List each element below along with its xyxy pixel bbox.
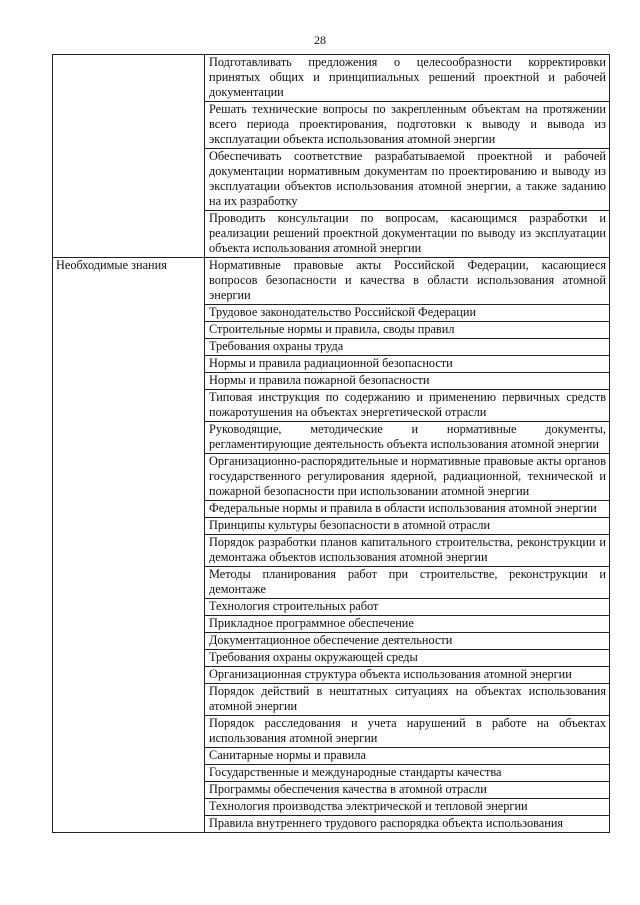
knowledge-cell: Порядок действий в нештатных ситуациях на объектах использования атомной энергии [205,684,610,716]
empty-label-cell [53,55,205,258]
knowledge-cell: Методы планирования работ при строительстве, реконструкции и демонтаже [205,567,610,599]
knowledge-cell: Типовая инструкция по содержанию и применению первичных средств пожаротушения на объектах энергетической отрасли [205,390,610,422]
knowledge-cell: Правила внутреннего трудового распорядка объекта использования [205,816,610,833]
knowledge-cell: Технология производства электрической и тепловой энергии [205,799,610,816]
knowledge-cell: Программы обеспечения качества в атомной отрасли [205,782,610,799]
knowledge-cell: Руководящие, методические и нормативные документы, регламентирующие деятельность объекта использования атомной энергии [205,422,610,454]
skill-cell: Проводить консультации по вопросам, касающимся разработки и реализации решений проектной документации по выводу из эксплуатации объекта использования атомной энергии [205,211,610,258]
knowledge-cell: Документационное обеспечение деятельности [205,633,610,650]
knowledge-cell: Требования охраны окружающей среды [205,650,610,667]
knowledge-cell: Организационно-распорядительные и нормативные правовые акты органов государственного регулирования ядерной, радиационной, технической и пожарной безопасности при использовании атомной энергии [205,454,610,501]
skill-cell: Подготавливать предложения о целесообразности корректировки принятых общих и принципиальных решений проектной и рабочей документации [205,55,610,102]
table-row [53,258,610,305]
knowledge-cell: Нормы и правила пожарной безопасности [205,373,610,390]
knowledge-cell: Порядок расследования и учета нарушений в работе на объектах использования атомной энергии [205,716,610,748]
page-number: 28 [314,33,326,47]
knowledge-cell: Санитарные нормы и правила [205,748,610,765]
skill-cell: Решать технические вопросы по закрепленным объектам на протяжении всего периода проектирования, подготовки к выводу и вывода из эксплуатации объекта использования атомной энергии [205,102,610,149]
knowledge-label: Необходимые знания [53,258,205,833]
skill-cell: Обеспечивать соответствие разрабатываемой проектной и рабочей документации нормативным документам по проектированию и выводу из эксплуатации объектов использования атомной энергии, а также заданию на их разработку [205,149,610,211]
requirements-table [52,54,610,833]
knowledge-cell: Трудовое законодательство Российской Федерации [205,305,610,322]
knowledge-cell: Технология строительных работ [205,599,610,616]
knowledge-cell: Государственные и международные стандарты качества [205,765,610,782]
knowledge-cell: Организационная структура объекта использования атомной энергии [205,667,610,684]
table-row [53,55,610,102]
knowledge-cell: Принципы культуры безопасности в атомной отрасли [205,518,610,535]
knowledge-cell: Прикладное программное обеспечение [205,616,610,633]
knowledge-cell: Нормативные правовые акты Российской Федерации, касающиеся вопросов безопасности и качества в области использования атомной энергии [205,258,610,305]
knowledge-cell: Требования охраны труда [205,339,610,356]
knowledge-cell: Порядок разработки планов капитального строительства, реконструкции и демонтажа объектов использования атомной энергии [205,535,610,567]
knowledge-cell: Строительные нормы и правила, своды правил [205,322,610,339]
knowledge-cell: Федеральные нормы и правила в области использования атомной энергии [205,501,610,518]
knowledge-cell: Нормы и правила радиационной безопасности [205,356,610,373]
